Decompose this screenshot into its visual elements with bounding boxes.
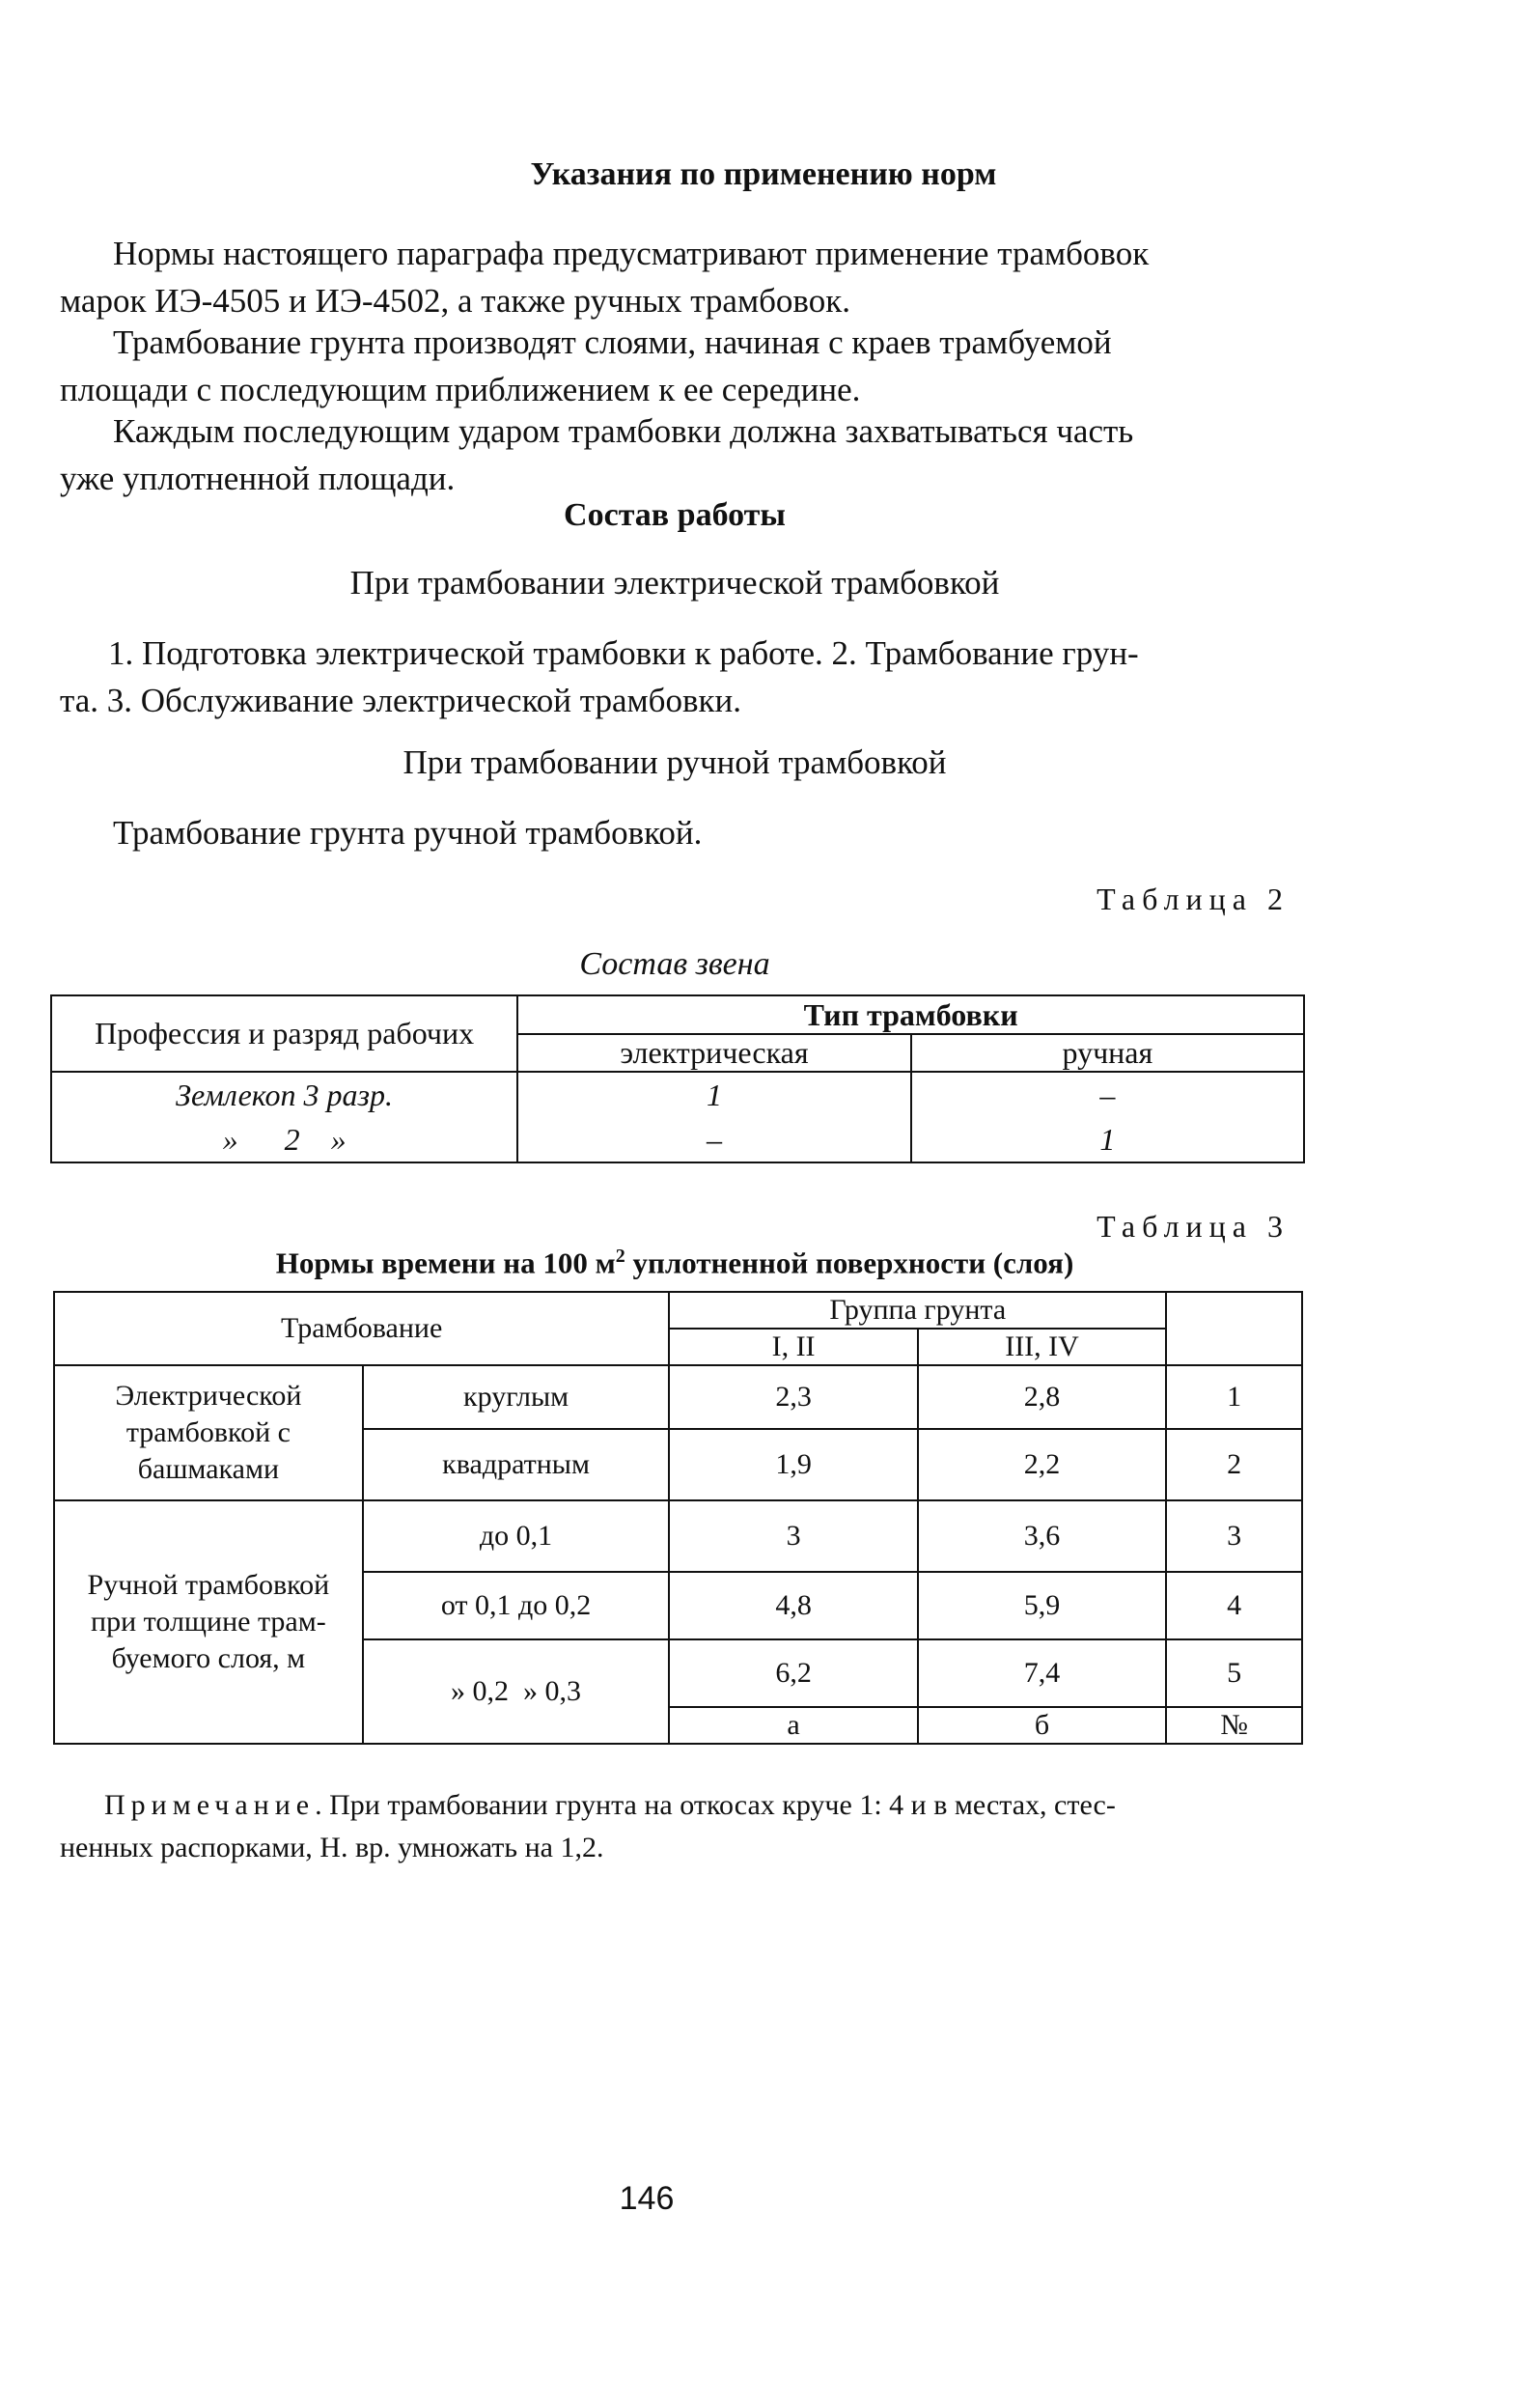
table-3-cell-a: 1,9: [669, 1429, 917, 1500]
table-3-cell-number: 1: [1166, 1365, 1302, 1429]
paragraph-3-line-2: уже уплотненной площади.: [60, 460, 456, 497]
table-3-header-g2: III, IV: [918, 1329, 1166, 1365]
table-3-header-group: Группа грунта: [669, 1292, 1166, 1329]
table-3-cell-sub: до 0,1: [363, 1500, 670, 1572]
table-3-cell-b: 2,2: [918, 1429, 1166, 1500]
note-label: Примечание: [104, 1789, 316, 1821]
page-number: 146: [619, 2180, 675, 2217]
manual-tamping-subheading: При трамбовании ручной трамбовкой: [403, 743, 947, 781]
table-3-title-rest: уплотненной поверхности (слоя): [625, 1246, 1074, 1280]
table-3-title: [60, 1246, 1290, 1280]
table-3-cell-a: 4,8: [669, 1572, 917, 1639]
paragraph-1: [60, 230, 1290, 324]
table-3-cell-number: 5: [1166, 1639, 1302, 1707]
table-note-line-2: ненных распорками, Н. вр. умножать на 1,2.: [60, 1832, 604, 1863]
table-3-cell-number: 2: [1166, 1429, 1302, 1500]
table-3-footer-b: б: [918, 1707, 1166, 1744]
table-3-cell-number: 3: [1166, 1500, 1302, 1572]
table-2: [50, 994, 1305, 1163]
table-3-title-superscript: 2: [615, 1246, 625, 1267]
paragraph-1-line-1: Нормы настоящего параграфа предусматривают применение трамбовок: [113, 235, 1150, 272]
table-3-cell-a: 3: [669, 1500, 917, 1572]
paragraph-5: Трамбование грунта ручной трамбовкой.: [113, 814, 703, 852]
table-2-cell-manual: –: [911, 1072, 1304, 1117]
paragraph-2-line-2: площади с последующим приближением к ее середине.: [60, 371, 861, 408]
table-3-group-manual: Ручной трамбовкой при толщине трам-буемого слоя, м: [54, 1500, 363, 1744]
paragraph-3: [60, 407, 1290, 502]
paragraph-2: [60, 319, 1290, 413]
table-2-caption: Состав звена: [579, 946, 770, 982]
table-note-line-1: [104, 1784, 1293, 1827]
electric-tamping-subheading: При трамбовании электрической трамбовкой: [349, 564, 1000, 602]
table-3-label: Таблица 3: [1097, 1209, 1290, 1244]
table-3-header-tamping: Трамбование: [54, 1292, 669, 1365]
table-note: [60, 1784, 1293, 1869]
table-3-cell-a: 6,2: [669, 1639, 917, 1707]
table-row: [51, 1072, 1304, 1117]
table-3-cell-a: 2,3: [669, 1365, 917, 1429]
table-2-cell-manual: 1: [911, 1117, 1304, 1162]
table-3-cell-sub: квадратным: [363, 1429, 670, 1500]
table-3-cell-number: 4: [1166, 1572, 1302, 1639]
table-3-cell-sub: круглым: [363, 1365, 670, 1429]
table-2-header-manual: ручная: [911, 1034, 1304, 1072]
table-3-cell-b: 2,8: [918, 1365, 1166, 1429]
table-2-cell-electric: –: [517, 1117, 911, 1162]
table-3-footer-a: а: [669, 1707, 917, 1744]
table-row: [54, 1365, 1302, 1429]
section-heading: Указания по применению норм: [530, 156, 997, 192]
table-2-cell-profession: » 2 »: [51, 1117, 517, 1162]
paragraph-2-line-1: Трамбование грунта производят слоями, начиная с краев трамбуемой: [113, 323, 1112, 361]
table-2-cell-profession: Землекоп 3 разр.: [51, 1072, 517, 1117]
table-2-header-electric: электрическая: [517, 1034, 911, 1072]
table-3-header-g1: I, II: [669, 1329, 917, 1365]
table-3-footer-number: №: [1166, 1707, 1302, 1744]
paragraph-4-line-1: 1. Подготовка электрической трамбовки к работе. 2. Трамбование грун-: [108, 634, 1139, 672]
table-2-label: Таблица 2: [1097, 882, 1290, 916]
table-3-cell-b: 3,6: [918, 1500, 1166, 1572]
paragraph-4: [60, 630, 1290, 724]
paragraph-4-line-2: та. 3. Обслуживание электрической трамбовки.: [60, 682, 741, 719]
table-3-header-blank: [1166, 1292, 1302, 1365]
paragraph-3-line-1: Каждым последующим ударом трамбовки должна захватываться часть: [113, 412, 1134, 450]
table-3-cell-sub: » 0,2 » 0,3: [363, 1639, 670, 1744]
note-text-1: . При трамбовании грунта на откосах круче 1: 4 и в местах, стес-: [315, 1789, 1116, 1821]
table-row: [54, 1500, 1302, 1572]
table-3-cell-b: 7,4: [918, 1639, 1166, 1707]
table-3-group-electric: Электрической трамбовкой с башмаками: [54, 1365, 363, 1500]
paragraph-1-line-2: марок ИЭ-4505 и ИЭ-4502, а также ручных трамбовок.: [60, 282, 850, 320]
table-row: [51, 1117, 1304, 1162]
table-3-cell-b: 5,9: [918, 1572, 1166, 1639]
work-composition-heading: Состав работы: [564, 497, 786, 533]
table-3: [53, 1291, 1303, 1745]
table-3-cell-sub: от 0,1 до 0,2: [363, 1572, 670, 1639]
table-2-header-profession: Профессия и разряд рабочих: [51, 995, 517, 1072]
table-2-header-type: Тип трамбовки: [517, 995, 1304, 1034]
table-2-cell-electric: 1: [517, 1072, 911, 1117]
table-3-title-main: Нормы времени на 100 м: [275, 1246, 616, 1280]
